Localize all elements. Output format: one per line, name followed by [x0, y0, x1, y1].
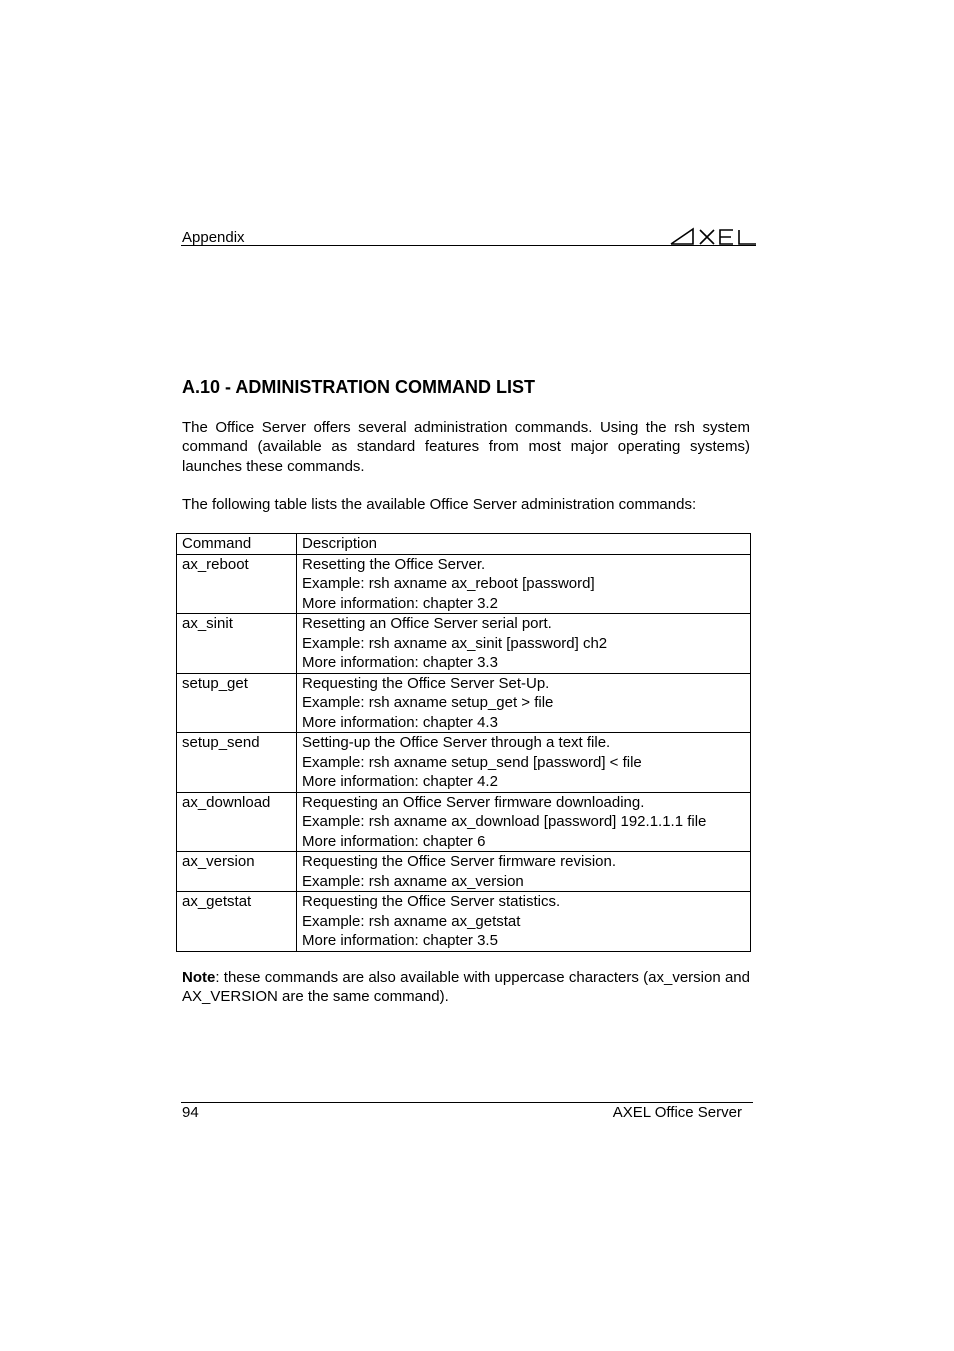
description-line: Requesting the Office Server statistics. [302, 893, 561, 910]
description-line: Example: rsh axname setup_get > file [302, 694, 554, 711]
table-row [177, 733, 751, 793]
description-line: Resetting an Office Server serial port. [302, 615, 552, 632]
description-cell [297, 852, 751, 892]
lead-paragraph: The following table lists the available Office Server administration commands: [182, 496, 697, 513]
section-title: A.10 - ADMINISTRATION COMMAND LIST [182, 377, 535, 397]
header-rule [181, 245, 756, 246]
description-line: Example: rsh axname ax_version [302, 872, 524, 890]
description-cell [297, 792, 751, 852]
header-section-label: Appendix [182, 229, 245, 246]
axel-logo [669, 227, 757, 245]
column-header-description: Description [297, 534, 751, 555]
description-cell [297, 673, 751, 733]
description-cell [297, 892, 751, 952]
command-cell: setup_send [177, 733, 297, 793]
description-line: More information: chapter 3.2 [302, 594, 498, 612]
description-line: Example: rsh axname setup_send [password] < file [302, 753, 642, 771]
note-text: : these commands are also available with uppercase characters (ax_version and AX_VERSION are the same command). [182, 969, 750, 1006]
footer-title: AXEL Office Server [612, 1104, 742, 1121]
description-line: More information: chapter 4.2 [302, 773, 498, 790]
description-line: Setting-up the Office Server through a text file. [302, 734, 611, 751]
command-cell: ax_sinit [177, 614, 297, 674]
description-cell [297, 614, 751, 674]
description-line: Requesting the Office Server firmware revision. [302, 853, 617, 870]
description-line: Example: rsh axname ax_download [password] 192.1.1.1 file [302, 813, 707, 830]
description-line: Resetting the Office Server. [302, 555, 486, 573]
table-row [177, 614, 751, 674]
description-line: Example: rsh axname ax_getstat [302, 912, 521, 930]
command-cell: ax_reboot [177, 554, 297, 614]
intro-paragraph: The Office Server offers several administration commands. Using the rsh system command (available as standard features from most major operating systems) launches these commands. [182, 419, 750, 475]
footer-rule [181, 1102, 753, 1103]
description-line: More information: chapter 6 [302, 832, 486, 850]
table-row [177, 852, 751, 892]
description-line: Example: rsh axname ax_sinit [password] ch2 [302, 634, 608, 652]
note-paragraph [182, 968, 750, 1007]
description-line: Requesting an Office Server firmware downloading. [302, 793, 645, 811]
table-header-row [177, 534, 751, 555]
table-row [177, 673, 751, 733]
table-row [177, 792, 751, 852]
footer-page-number: 94 [182, 1104, 199, 1121]
description-line: Example: rsh axname ax_reboot [password] [302, 575, 595, 592]
column-header-command: Command [177, 534, 297, 555]
description-line: Requesting the Office Server Set-Up. [302, 674, 550, 692]
description-line: More information: chapter 3.5 [302, 932, 498, 949]
command-table [176, 533, 751, 952]
description-line: More information: chapter 3.3 [302, 654, 498, 671]
table-row [177, 554, 751, 614]
description-cell [297, 733, 751, 793]
description-cell [297, 554, 751, 614]
description-line: More information: chapter 4.3 [302, 713, 498, 731]
command-cell: setup_get [177, 673, 297, 733]
command-cell: ax_getstat [177, 892, 297, 952]
note-label: Note [182, 969, 216, 986]
command-cell: ax_download [177, 792, 297, 852]
command-cell: ax_version [177, 852, 297, 892]
table-row [177, 892, 751, 952]
